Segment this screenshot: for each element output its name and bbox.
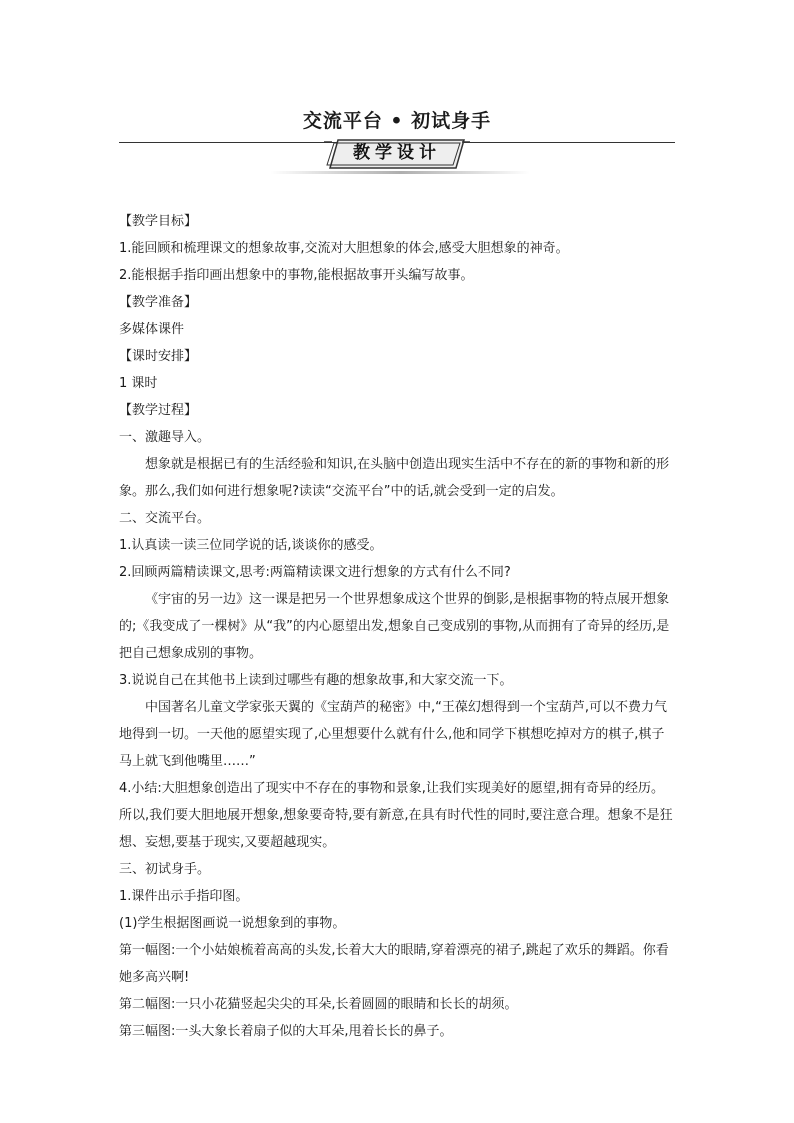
step-heading: 二、交流平台。	[119, 511, 211, 526]
body-line: 3.说说自己在其他书上读到过哪些有趣的想象故事,和大家交流一下。	[119, 673, 513, 688]
banner-label: 教学设计	[353, 143, 441, 163]
body-line: 2.回顾两篇精读课文,思考:两篇精读课文进行想象的方式有什么不同?	[119, 565, 511, 580]
body-line: 1.认真读一读三位同学说的话,谈谈你的感受。	[119, 538, 383, 553]
body-line: 第三幅图:一头大象长着扇子似的大耳朵,甩着长长的鼻子。	[119, 1024, 453, 1039]
body-paragraph: 第一幅图:一个小姑娘梳着高高的头发,长着大大的眼睛,穿着漂亮的裙子,跳起了欢乐的舞蹈。你看她多高兴啊!	[119, 943, 669, 985]
body-line: 2.能根据手指印画出想象中的事物,能根据故事开头编写故事。	[119, 268, 474, 283]
body-line: 多媒体课件	[119, 322, 185, 337]
section-heading-objectives: 【教学目标】	[119, 214, 198, 229]
body-paragraph: 《宇宙的另一边》这一课是把另一个世界想象成这个世界的倒影,是根据事物的特点展开想象的;《我变成了一棵树》从“我”的内心愿望出发,想象自己变成别的事物,从而拥有了奇异的经历,是把自己想象成别的事物。	[119, 592, 670, 661]
body-paragraph: 4.小结:大胆想象创造出了现实中不存在的事物和景象,让我们实现美好的愿望,拥有奇异的经历。所以,我们要大胆地展开想象,想象要奇特,要有新意,在具有时代性的同时,要注意合理。想象不是狂想、妄想,要基于现实,又要超越现实。	[119, 781, 673, 850]
body-line: 1.能回顾和梳理课文的想象故事,交流对大胆想象的体会,感受大胆想象的神奇。	[119, 241, 569, 256]
body-paragraph: 想象就是根据已有的生活经验和知识,在头脑中创造出现实生活中不存在的新的事物和新的形象。那么,我们如何进行想象呢?读读“交流平台”中的话,就会受到一定的启发。	[119, 457, 670, 499]
page-title: 交流平台 • 初试身手	[302, 110, 492, 132]
section-heading-process: 【教学过程】	[119, 403, 198, 418]
step-heading: 三、初试身手。	[119, 862, 211, 877]
body-paragraph: 中国著名儿童文学家张天翼的《宝葫芦的秘密》中,“王葆幻想得到一个宝葫芦,可以不费力气地得到一切。一天他的愿望实现了,心里想要什么就有什么,他和同学下棋想吃掉对方的棋子,棋子马上就飞到他嘴里……”	[119, 700, 668, 769]
banner-shadow	[270, 171, 530, 174]
section-heading-schedule: 【课时安排】	[119, 349, 198, 364]
body-line: 第二幅图:一只小花猫竖起尖尖的耳朵,长着圆圆的眼睛和长长的胡须。	[119, 997, 518, 1012]
body-line: 1.课件出示手指印图。	[119, 889, 249, 904]
body-line: 1 课时	[119, 376, 158, 391]
document-body	[119, 208, 677, 1045]
section-heading-preparation: 【教学准备】	[119, 295, 198, 310]
body-line: (1)学生根据图画说一说想象到的事物。	[119, 916, 346, 931]
step-heading: 一、激趣导入。	[119, 430, 211, 445]
